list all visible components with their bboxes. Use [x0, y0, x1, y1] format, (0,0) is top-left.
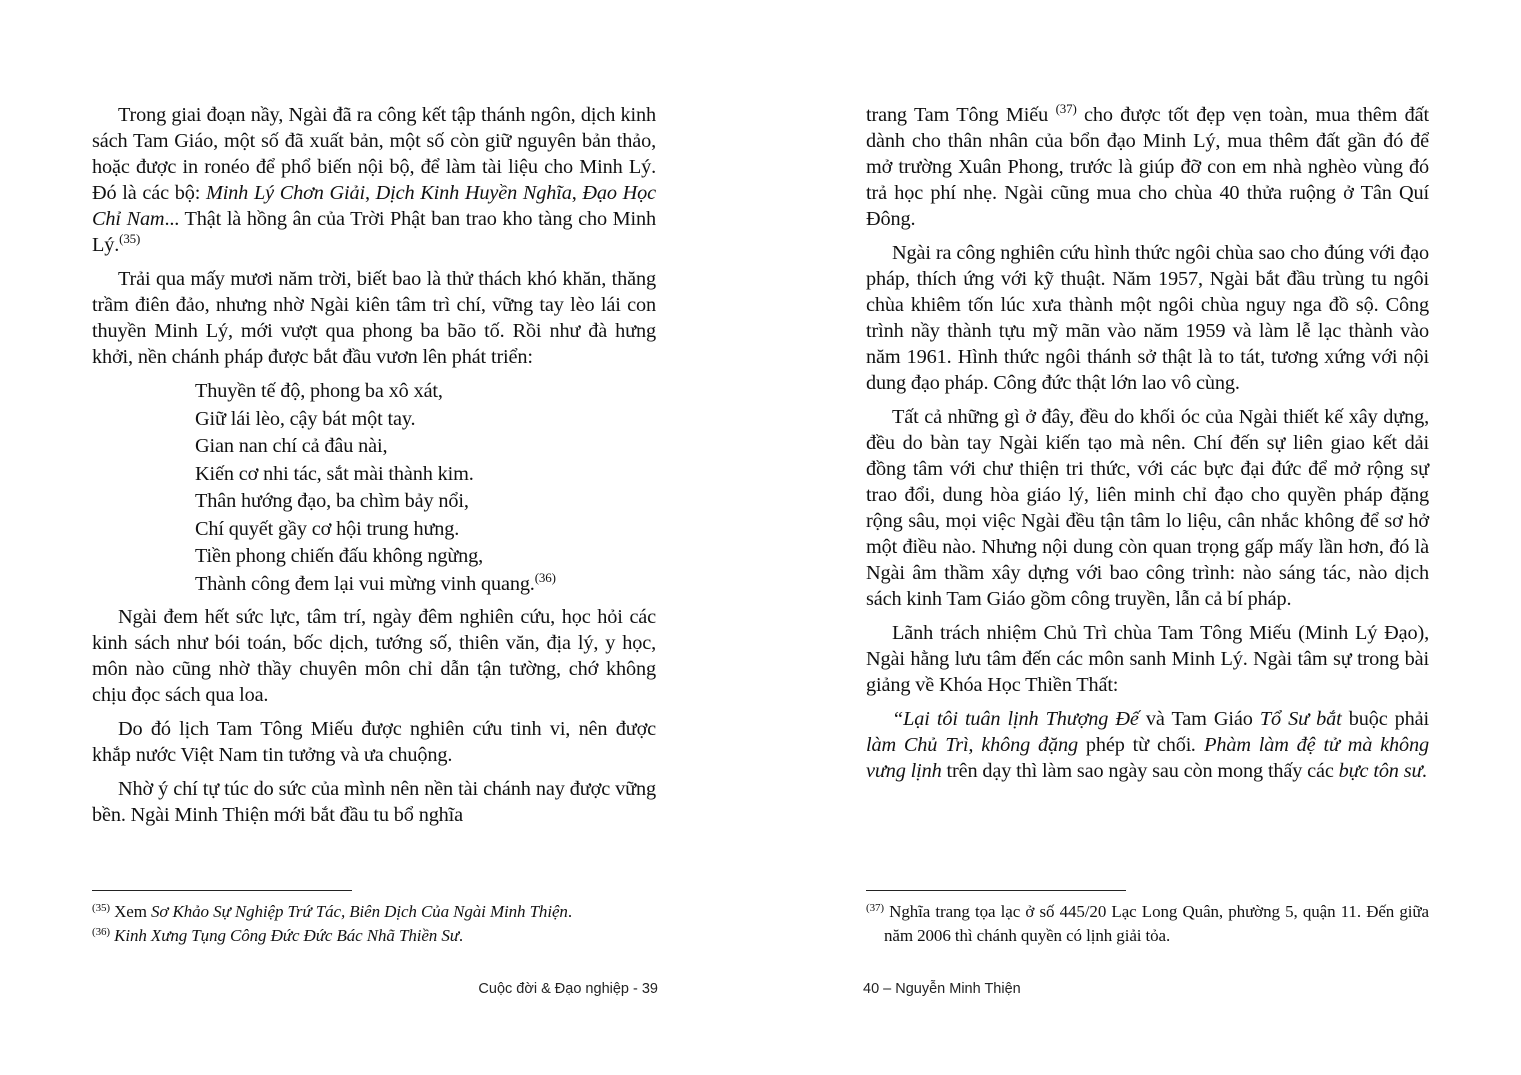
- poem-line: Tiền phong chiến đấu không ngừng,: [195, 545, 484, 567]
- book-title: Đạo Học Chỉ Nam: [92, 182, 656, 230]
- paragraph: [92, 102, 656, 258]
- poem-line: Gian nan chí cả đâu nài,: [195, 435, 388, 457]
- footnote: [92, 900, 656, 924]
- footnote-text: Xem: [114, 902, 151, 921]
- book-title: Dịch Kinh Huyền Nghĩa: [375, 182, 572, 204]
- footnotes: [866, 900, 1429, 948]
- poem-line: Kiến cơ nhi tác, sắt mài thành kim.: [195, 462, 474, 485]
- right-body-text: [866, 102, 1429, 792]
- footnote-ref: (36): [534, 569, 556, 585]
- paragraph: Nhờ ý chí tự túc do sức của mình nên nền tài chánh nay được vững bền. Ngài Minh Thiện mới bắt đầu tu bổ nghĩa: [92, 778, 656, 826]
- quote-text: trên dạy thì làm sao ngày sau còn mong thấy các: [941, 760, 1339, 782]
- paragraph: Trải qua mấy mươi năm trời, biết bao là thử thách khó khăn, thăng trầm điên đảo, nhưng nhờ Ngài kiên tâm trì chí, vững tay lèo lái con thuyền Minh Lý, mới vượt qua phong ba bão tố. Rồi như đà hưng khởi, nền chánh pháp được bắt đầu vươn lên phát triển:: [92, 268, 656, 368]
- quote-text: bực tôn sư.: [1338, 760, 1428, 782]
- paragraph: [866, 102, 1429, 232]
- quote-text: . Phàm làm đệ tử mà không vưng lịnh: [866, 734, 1430, 782]
- quote-text: phép từ chối: [1078, 734, 1192, 756]
- paragraph: Ngài ra công nghiên cứu hình thức ngôi chùa sao cho đúng với đạo pháp, thích ứng với kỹ thuật. Năm 1957, Ngài bắt đầu trùng tu ngôi chùa khiêm tốn lúc xưa thành một ngôi chùa nguy nga đồ sộ. Công trình nầy thành tựu mỹ mãn vào năm 1959 và làm lễ lạc thành vào năm 1961. Hình thức ngôi thánh sở thật là to tát, tương xứng với nội dung đạo pháp. Công đức thật lớn lao vô cùng.: [866, 242, 1429, 394]
- paragraph: Ngài đem hết sức lực, tâm trí, ngày đêm nghiên cứu, học hỏi các kinh sách như bói toán, bốc dịch, tướng số, thiên văn, địa lý, y học, môn nào cũng nhờ thầy chuyên môn chỉ dẫn tận tường, chớ không chịu đọc sách qua loa.: [92, 606, 656, 706]
- poem-line: Giữ lái lèo, cậy bát một tay.: [195, 407, 416, 430]
- quote-text: làm Chủ Trì, không đặng: [866, 734, 1078, 756]
- footnotes: [92, 900, 656, 948]
- footnote-divider: [866, 890, 1126, 891]
- footnote: [866, 900, 1429, 948]
- footnote-title: Sơ Khảo Sự Nghiệp Trứ Tác, Biên Dịch Của Ngài Minh Thiện: [151, 902, 568, 921]
- footnote-divider: [92, 890, 352, 891]
- running-footer: 40 – Nguyễn Minh Thiện: [863, 981, 1021, 997]
- poem-line: Thuyền tế độ, phong ba xô xát,: [195, 380, 443, 402]
- book-title: Minh Lý Chơn Giải: [205, 182, 365, 204]
- quote-text: “Lại tôi tuân lịnh Thượng Đế: [892, 708, 1139, 730]
- separator: ,: [364, 182, 376, 204]
- footnote-number: (36): [92, 926, 110, 938]
- poem-line: Thân hướng đạo, ba chìm bảy nổi,: [195, 490, 469, 512]
- paragraph: Do đó lịch Tam Tông Miếu được nghiên cứu tinh vi, nên được khắp nước Việt Nam tin tưởng và ưa chuộng.: [92, 718, 656, 766]
- footnote-number: (37): [866, 902, 884, 914]
- footnote-ref: (37): [1055, 101, 1077, 116]
- right-page: [760, 0, 1521, 1075]
- footnote-number: (35): [92, 902, 110, 914]
- poem: [195, 378, 656, 598]
- running-footer: Cuộc đời & Đạo nghiệp - 39: [478, 981, 658, 997]
- footnote-title: Kinh Xưng Tụng Công Đức Đức Bác Nhã Thiền Sư: [114, 926, 459, 945]
- footnote-text: .: [458, 926, 464, 945]
- poem-line: [195, 571, 656, 599]
- paragraph-text: ... Thật là hồng ân của Trời Phật ban trao kho tàng cho Minh Lý.: [92, 208, 656, 256]
- quote: [866, 706, 1429, 784]
- paragraph: Lãnh trách nhiệm Chủ Trì chùa Tam Tông Miếu (Minh Lý Đạo), Ngài hằng lưu tâm đến các môn sanh Minh Lý. Ngài tâm sự trong bài giảng về Khóa Học Thiền Thất:: [866, 622, 1429, 696]
- paragraph-text: trang Tam Tông Miếu: [866, 104, 1049, 126]
- poem-line: Chí quyết gầy cơ hội trung hưng.: [195, 517, 460, 540]
- poem-line-text: Thành công đem lại vui mừng vinh quang.: [195, 572, 535, 595]
- footnote-text: .: [567, 902, 572, 921]
- footnote-ref: (35): [119, 231, 141, 246]
- quote-text: buộc phải: [1341, 708, 1429, 730]
- quote-text: và Tam Giáo: [1138, 708, 1260, 730]
- left-body-text: [92, 102, 656, 836]
- footnote-text: Nghĩa trang tọa lạc ở số 445/20 Lạc Long Quân, phường 5, quận 11. Đến giữa năm 2006 thì chánh quyền có lịnh giải tỏa.: [884, 902, 1429, 945]
- quote-text: Tổ Sư bắt: [1259, 708, 1342, 730]
- footnote: [92, 924, 656, 948]
- left-page: [0, 0, 760, 1075]
- paragraph-text: cho được tốt đẹp vẹn toàn, mua thêm đất dành cho thân nhân của bổn đạo Minh Lý, mua thêm đất gần đó để mở trường Xuân Phong, trước là giúp đỡ con em nhà nghèo vùng đó trả học phí nhẹ. Ngài cũng mua cho chùa 40 thửa ruộng ở Tân Quí Đông.: [866, 104, 1430, 230]
- paragraph-text: Trong giai đoạn nầy, Ngài đã ra công kết tập thánh ngôn, dịch kinh sách Tam Giáo, một số đã xuất bản, một số còn giữ nguyên bản thảo, hoặc được in ronéo để phổ biến nội bộ, để làm tài liệu cho Minh Lý. Đó là các bộ:: [92, 104, 656, 204]
- separator: ,: [571, 182, 583, 204]
- paragraph: Tất cả những gì ở đây, đều do khối óc của Ngài thiết kế xây dựng, đều do bàn tay Ngài kiến tạo mà nên. Chí đến sự liên giao kết dải đồng tâm với chư thiện tri thức, với các bực đại đức để mở rộng sự trao đổi, dung hòa giáo lý, liên minh chỉ đạo cho quyền pháp đặng rộng sâu, mọi việc Ngài đều tận tâm lo liệu, cân nhắc không để sơ hở một điều nào. Nhưng nội dung còn quan trọng gấp mấy lần hơn, đó là Ngài âm thầm xây dựng với bao công trình: nào sáng tác, nào dịch sách kinh Tam Giáo gồm công truyền, lẫn cả bí pháp.: [866, 406, 1429, 610]
